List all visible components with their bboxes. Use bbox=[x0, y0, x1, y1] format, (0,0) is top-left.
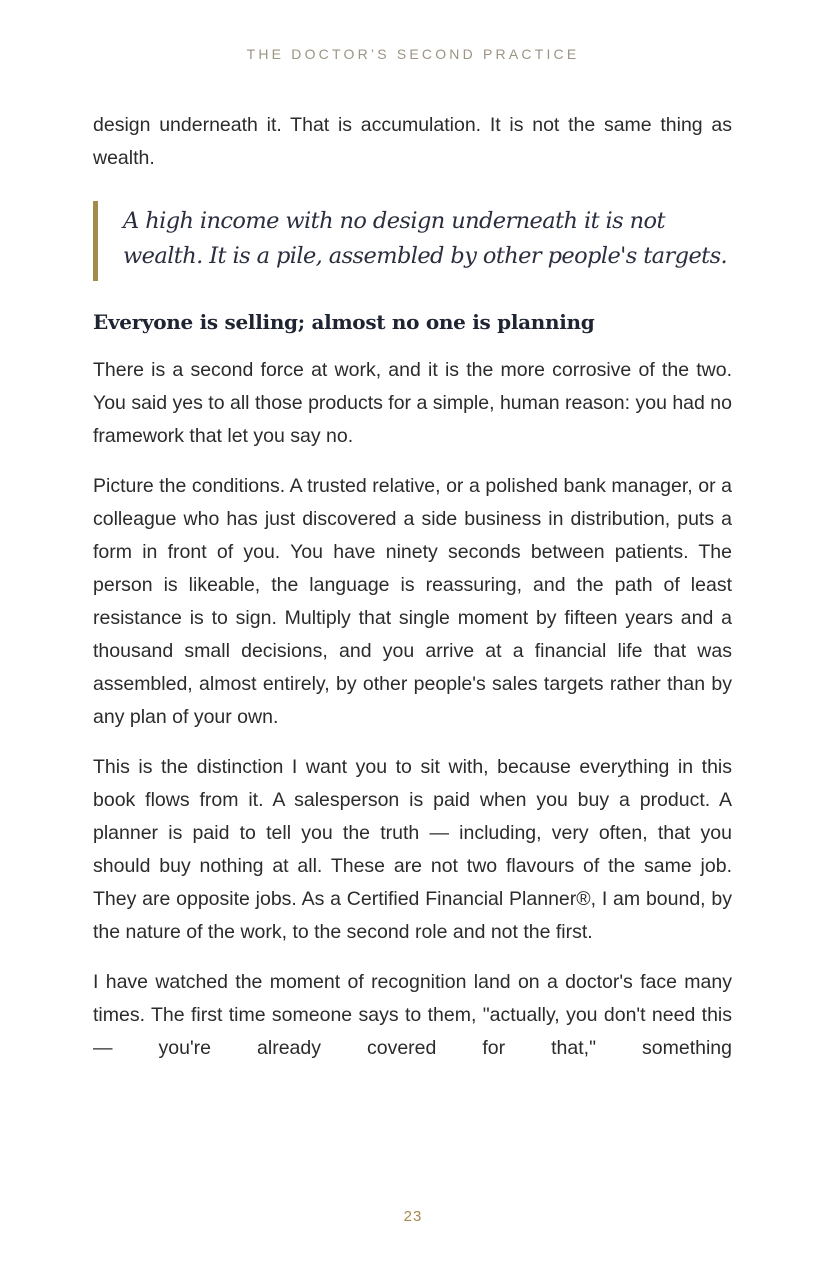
paragraph: I have watched the moment of recognition land on a doctor's face many times. The first time someone says to them, "actually, you don't need this — you're already covered for that," something bbox=[93, 971, 732, 1059]
paragraph: This is the distinction I want you to sit with, because everything in this book flows from it. A salesperson is paid when you buy a product. A planner is paid to tell you the truth — including, very often, that you should buy nothing at all. These are not two flavours of the same job. They are opposite jobs. As a Certified Financial Planner®, I am bound, by the nature of the work, to the second role and not the first. bbox=[93, 756, 732, 943]
page-number: 23 bbox=[403, 1208, 423, 1225]
pull-quote-text: A high income with no design underneath it is not wealth. It is a pile, assembled by other people's targets. bbox=[123, 208, 728, 269]
paragraph: Picture the conditions. A trusted relative, or a polished bank manager, or a colleague who has just discovered a side business in distribution, puts a form in front of you. You have ninety seconds between patients. The person is likeable, the language is reassuring, and the path of least resistance is to sign. Multiply that single moment by fifteen years and a thousand small decisions, and you arrive at a financial life that was assembled, almost entirely, by other people's sales targets rather than by any plan of your own. bbox=[93, 475, 732, 728]
section-heading: Everyone is selling; almost no one is planning bbox=[93, 310, 595, 334]
paragraph-continued: design underneath it. That is accumulation. It is not the same thing as wealth. bbox=[93, 114, 732, 169]
pull-quote bbox=[93, 201, 732, 281]
page-content bbox=[93, 109, 732, 1065]
paragraph: There is a second force at work, and it is the more corrosive of the two. You said yes to all those products for a simple, human reason: you had no framework that let you say no. bbox=[93, 359, 732, 447]
running-header: THE DOCTOR’S SECOND PRACTICE bbox=[246, 46, 580, 62]
